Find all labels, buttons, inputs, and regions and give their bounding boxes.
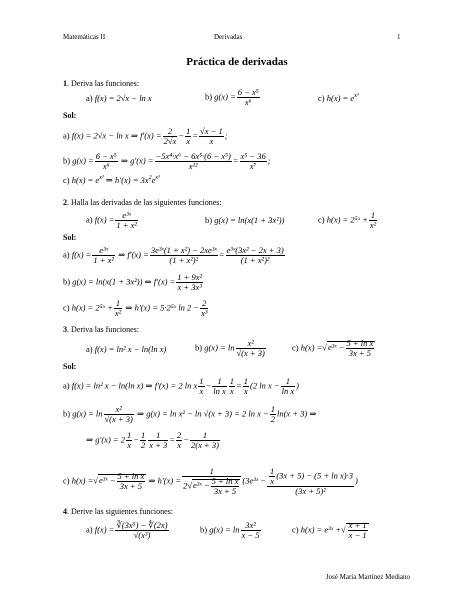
q4-item-b: b) g(x) = ln $\frac{\text{3x²}}{x - 5}$ <box>200 520 260 540</box>
q3-sol-a: a) f(x) = ln² x − ln(ln x) ⇒ f′(x) = 2 ln x $\frac{1}{x}$ − $\frac{1}{\text{ln x}}$ $\frac{1}{x}$ = $\frac{1}{x}$ (2 ln x − $\frac{1}{\text{ln x}}$ ) <box>63 376 299 396</box>
author-footer: José María Martínez Mediano <box>325 573 410 581</box>
q2-sol-a: a) f(x) = $\frac{\text{e³ˣ}}{\text{1 + x²}}$ ⇒ f′(x) = $\frac{\text{3e³ˣ(1 + x²) − 2xe³ˣ}}{\text{(1 + x²)²}}$ = $\frac{\text{e³ˣ(3x² − 2x + 3)}}{\text{(1 + x²)²}}$ <box>63 245 284 265</box>
q1-sol-c: c) $h(x) = e^{x^3}$ ⇒ $h'(x) = 3x^2e^{x^3}$ <box>63 175 160 185</box>
q3-item-c: c) h(x) =√e³ˣ − $\frac{\text{5 + ln x}}{3x + 5}$ <box>292 338 374 358</box>
q3-sol-b: b) g(x) = ln $\frac{\text{x²}}{√(x + 3)}$ ⇒ g(x) = ln x² − ln √(x + 3) = 2 ln x − $\frac{1}{2}$ ln(x + 3) ⇒ <box>63 404 317 424</box>
q3-sol-b-derivative: ⇒ g′(x) = 2 $\frac{1}{x}$ − $\frac{1}{2}$ $\frac{1}{x + 3}$ = $\frac{2}{x}$ − $\frac{1}{2(x + 3)}$ <box>86 430 219 450</box>
question-4: 4. Derive las siguientes funciones: <box>63 507 173 516</box>
q2-item-b: b) g(x) = ln(x(1 + 3x²)) <box>205 215 285 225</box>
q3-sol-label: Sol: <box>63 362 77 371</box>
q2-sol-b: b) g(x) = ln(x(1 + 3x²)) ⇒ f′(x) = $\frac{\text{1 + 9x²}}{\text{x + 3x³}}$ <box>63 272 203 292</box>
q2-sol-c: c) h(x) = 2⁵ˣ + $\frac{1}{\text{x²}}$ ⇒ h′(x) = 5·2⁵ˣ ln 2 − $\frac{2}{\text{x³}}$ <box>63 298 208 318</box>
q1-sol-a: a) f(x) = 2√x − ln x ⇒ f′(x) = $\frac{2}{2√x}$ − $\frac{1}{x}$ = $\frac{√x - 1}{x}$ ; <box>63 126 228 146</box>
header-topic: Derivadas <box>214 33 243 41</box>
q3-item-a: a) f(x) = ln² x − ln(ln x) <box>86 344 167 354</box>
header-subject: Matemáticas II <box>63 33 106 41</box>
q2-item-a: a) f(x) = $\frac{\text{e³ˣ}}{\text{1 + x²}}$ <box>86 210 137 230</box>
q1-item-c: c) $h(x) = e^{x^3}$ <box>318 93 359 103</box>
question-1: 1. Deriva las funciones: <box>63 79 139 88</box>
q4-item-a: a) f(x) = $\frac{\text{∛(3x⁵) − ∜(2x)}}{\text{√(x³)}}$ <box>86 520 168 540</box>
q4-item-c: c) h(x) = e³ˣ +√ $\frac{x + 1}{x - 1}$ <box>292 520 367 540</box>
page-title: Práctica de derivadas <box>186 56 288 68</box>
question-2: 2. Halla las derivadas de las siguientes funciones: <box>63 198 222 207</box>
q1-sol-b: b) g(x) = $\frac{\text{6 − x⁵}}{\text{x⁶}}$ ⇒ g′(x) = $\frac{\text{−5x⁴·x⁶ − 6x⁵·(6 − x⁵)}}{\text{x¹²}}$ = $\frac{\text{x⁵ − 36}}{\text{x⁷}}$ ; <box>63 151 271 171</box>
header-page-number: 1 <box>397 33 401 41</box>
question-3: 3. Deriva las funciones: <box>63 325 139 334</box>
q2-item-c: c) h(x) = 2⁵ˣ + $\frac{1}{\text{x²}}$ <box>318 210 377 230</box>
q1-sol-label: Sol: <box>63 111 77 120</box>
q3-sol-c: c) h(x) =√e³ˣ − $\frac{\text{5 + ln x}}{3x + 5}$ ⇒ h′(x) = 1 2√e³ˣ − $\frac{\text{5 + ln x}}{3x + 5}$ (3e³ˣ − $\frac{1}{x}$ (3x + 5) − (5 + ln x)·3 (3x + 5)² ) <box>63 466 358 496</box>
q2-sol-label: Sol: <box>63 233 77 242</box>
q3-item-b: b) g(x) = ln $\frac{\text{x²}}{√(x + 3)}$ <box>195 338 265 358</box>
q1-item-a: a) f(x) = 2√x − ln x <box>86 93 152 103</box>
q1-item-b: b) g(x) = $\frac{\text{6 − x⁵}}{\text{x⁶}}$ <box>205 87 259 107</box>
